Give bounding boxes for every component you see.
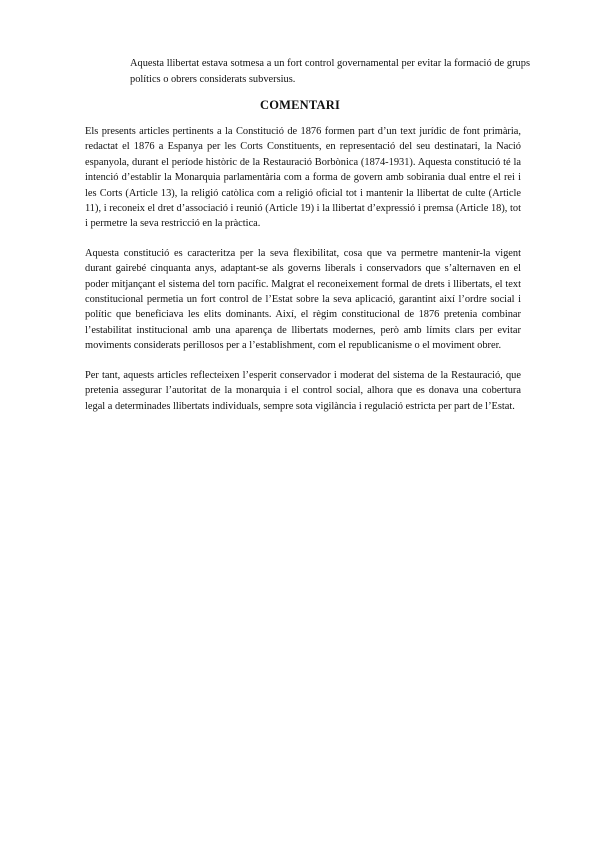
section-heading: COMENTARI	[259, 98, 341, 112]
commentary-body	[85, 124, 521, 428]
commentary-paragraph-1: Els presents articles pertinents a la Constitució de 1876 formen part d’un text jurídic de font primària, redactat el 1876 a Espanya per les Corts Constituents, en representació del seu destinatari, la Nació espanyola, durant el període històric de la Restauració Borbònica (1874-1931). Aquesta constitució té la intenció d’establir la Monarquia parlamentària com a forma de govern amb sobirania dual entre el rei i les Corts (Article 13), la religió catòlica com a religió oficial tot i mantenir la llibertat de culte (Article 11), i reconeix el dret d’associació i reunió (Article 19) i la llibertat d’expressió i premsa (Article 18), tot i permetre la seva restricció en la pràctica.	[85, 126, 521, 230]
commentary-paragraph-2: Aquesta constitució es caracteritza per la seva flexibilitat, cosa que va permetre mantenir-la vigent durant gairebé cinquanta anys, adaptant-se als governs liberals i conservadors que s’alternaven en el poder mitjançant el sistema del torn pacífic. Malgrat el reconeixement formal de drets i llibertats, el text constitucional permetia un fort control de l’Estat sobre la seva aplicació, garantint així l’ordre social i polític que beneficiava les elits dominants. Així, el règim constitucional de 1876 pretenia combinar l’estabilitat institucional amb una aparença de llibertats modernes, però amb límits clars per evitar moviments considerats perillosos per a l’establishment, com el republicanisme o el moviment obrer.	[85, 247, 521, 352]
intro-paragraph: Aquesta llibertat estava sotmesa a un fort control governamental per evitar la formació de grups polítics o obrers considerats subversius.	[130, 58, 530, 85]
commentary-paragraph-3: Per tant, aquests articles reflecteixen l’esperit conservador i moderat del sistema de la Restauració, que pretenia assegurar l’autoritat de la monarquia i el control social, alhora que es donava una cobertura legal a determinades llibertats individuals, sempre sota vigilància i regulació estricta per part de l’Estat.	[85, 369, 521, 412]
